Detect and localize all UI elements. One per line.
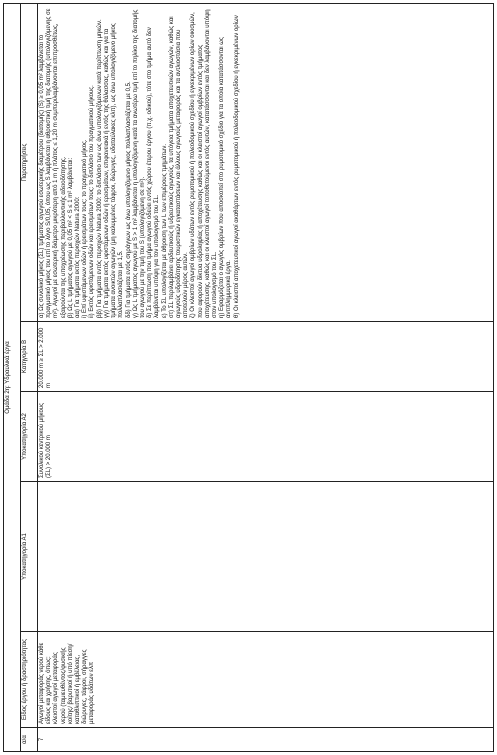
note-paragraph: στ) ΣL περιλαμβάνει αρδευτικούς ή υδρευτικούς αγωγούς, τα υπόγεια τμήματα αποχετευτικών αγωγών, καθώς και αγωγούς υδροδότησης τουριστικών εγκαταστάσεων και άλλους αγωγούς μεταφοράς και τα αντλιοστάσια που αποτελούν μέρος αυτών. <box>168 16 190 318</box>
note-paragraph: δ) Σε περίπτωση που τμήμα αγωγού οδεύει εντός χώρου έτερου έργου (π.χ. οδικού), τότε στο τμήμα αυτό δεν λαμβάνεται υπόψη για τον υπολογισμό του ΣL. <box>147 27 161 318</box>
classification-table <box>3 3 494 752</box>
note-paragraph: ββ) Για τμήματα εντός περιοχών Natura 2000: το διπλάσιο των ως άνω υπολογιζόμενων κατά περίπτωση μηκών. <box>96 19 103 318</box>
table-row <box>38 4 494 752</box>
note-paragraph: ε) Το ΣL υπολογίζεται με άθροιση των L των επιμέρους τμημάτων. <box>161 144 168 318</box>
note-paragraph: ii) Εκτός υφιστάμενων οδών και ερεισμάτων τους: το διπλάσιο του πραγματικού μήκους. <box>89 85 96 318</box>
note-paragraph: γ) Ως L τμήματος αγωγού με S > 1 m² λαμβάνεται η υπολογιζόμενη κατά τα ανωτέρω τιμή επί το πηλίκο της διατομής του αγωγού με την τιμή του S (υπολογιζόμενη σε m²). <box>132 9 146 318</box>
header-category-b: Κατηγορία Β <box>21 322 38 392</box>
project-type-cell: Αγωγοί μεταφοράς νερού κάθε είδους και χρήσης, όπως: κλειστοί αγωγοί μεταφοράς νερού (ταμιευθέντος/φυσικής κοίτης/ βαρυτικοί ή υπό πίεση/ καταθλιπτικοί ή εμβέλειας, διώρυγες, τάφροι, σήραγγες μεταφοράς υδάτων ελπ <box>38 632 494 728</box>
note-paragraph: γγ) Για τμήματα εκτός υφιστάμενων οδών ή ερεισμάτων, επιφανειακά ή εντός της θάλασσας, καθώς και για τα τμήματα ανοικτών αγωγών (μη καλυμμένες τάφροι, διώρυγες, υδαταύλακες κλπ), ως άνω υπολογιζόμενο μήκος πολλαπλασιάζεται με 1,5. <box>103 23 125 318</box>
note-paragraph: η) Εφαρμόζεται ο αγωγός ομβρίων που αποσκοπεί στο ρυμοτομικό σχέδιο για τα οποία κατατάσσονται ως αντιπλημμυρικά έργα. <box>219 37 233 318</box>
note-paragraph: δδ) Για τμήματα εντός σηράγγων ως άνω υπολογιζόμενο μήκος πολλαπλασιάζεται με 0,5. <box>125 81 132 318</box>
notes-cell <box>38 4 494 322</box>
note-paragraph: i) Επί υφιστάμενων οδών ή ερεισμάτων τους: το πραγματικό μήκος. <box>82 139 89 318</box>
header-subcategory-a1: Υποκατηγορία Α1 <box>21 482 38 632</box>
subcategory-a1-cell <box>38 482 494 632</box>
header-notes: Παρατηρήσεις <box>21 4 38 322</box>
category-b-cell: 20.000 m ≥ ΣL > 2.000 m <box>38 322 494 392</box>
note-paragraph: α) Ως συνολικό μήκος (ΣL) τμήματος αγωγού εσωτερικής διαμέτρου (διατομής) (S) ≥ 0,05 m² λαμβάνεται το πραγματικό μήκος του επί το λόγο S/0,05, όπου ως S λαμβάνεται η αθροιστική τιμή της διατομής (υπολογιζόμενης σε m²). Αγωγοί με εσωτερική διάμετρο μικρότερη από 1 m ή πλάτος ≤ 1,20 m συμπεριλαμβάνονται επιπροσθέτως, εξαιρούνται της υποχρέωσης περιβαλλοντικής αδειοδότησης. <box>39 8 67 318</box>
group-title: Ομάδα 2η: Υδραυλικά έργα <box>4 4 21 752</box>
subcategory-a2-cell: Συνολικού κεντρικού μήκους (ΣL) > 20.000 m <box>38 392 494 482</box>
note-paragraph: αα) Για τμήματα εκτός περιοχών Natura 2000: <box>75 196 82 318</box>
header-aa: α/α <box>21 728 38 752</box>
note-paragraph: β) Ως L τμήματος αγωγού με 0,05 m² < S ≤ 1 m² λαμβάνεται: <box>67 157 74 318</box>
note-paragraph: θ) Οι κλειστοί αποχετευτικοί αγωγοί ακαθάρτων εντός ρυμοτομικού ή πολεοδομικού σχεδίου ή εγκεκριμένων ορίων <box>233 15 240 318</box>
note-paragraph: ζ) Οι κλειστοί αγωγοί ομβρίων υδάτων εντός ρυμοτομικού ή πολεοδομικού σχεδίου ή εγκεκριμένων ορίων οικισμών, που αφορούν δίκτυα υδροληψίας ή αποχέτευσης καθώς και οι κλειστοί αγωγοί ομβρίων εντός τμήματος αποχέτευσης, καθώς και οι κλειστοί αγωγοί τοποθετούμενοι εντός αυτών, κατατάσσονται και δεν λαμβάνονται υπόψη στον υπολογισμό του ΣL. <box>190 9 218 318</box>
header-subcategory-a2: Υποκατηγορία Α2 <box>21 392 38 482</box>
row-number: 7 <box>38 728 494 752</box>
header-project-type: Είδος έργου ή δραστηριότητας <box>21 632 38 728</box>
